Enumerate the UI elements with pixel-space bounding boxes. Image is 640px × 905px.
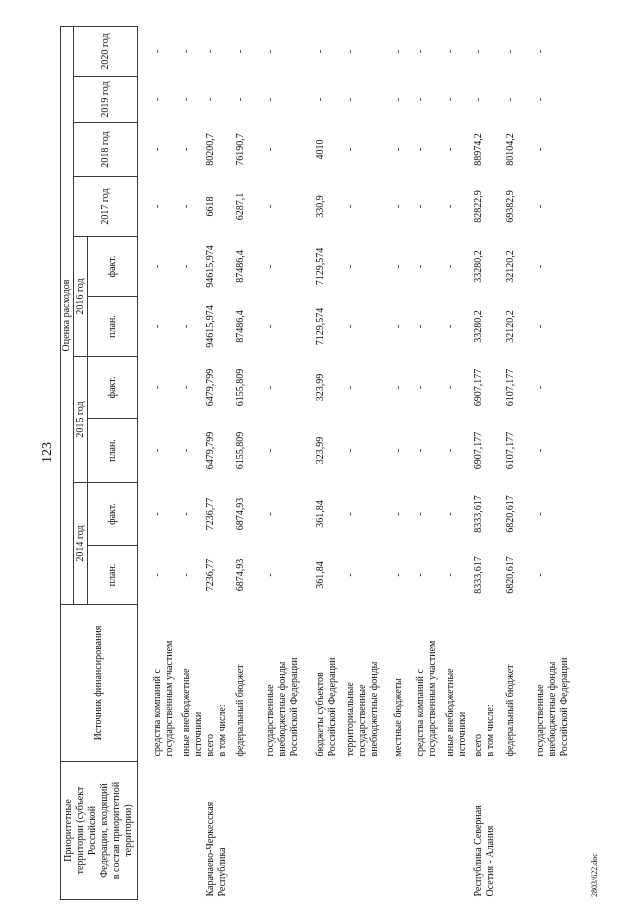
- value-2019: -: [234, 97, 246, 102]
- table-row: [315, 26, 345, 899]
- value-2018: 80104,2: [504, 133, 516, 166]
- value-2014-plan: -: [414, 573, 426, 577]
- value-2014-plan: 361,84: [314, 561, 326, 589]
- value-2014-plan: -: [392, 573, 404, 577]
- source-cell: средства компаний с государственным участием: [152, 640, 175, 757]
- source-cell: всего в том числе:: [204, 704, 228, 757]
- value-2017: -: [180, 204, 192, 209]
- value-2016-plan: -: [152, 324, 163, 329]
- value-2014-plan: -: [264, 573, 276, 577]
- value-2018: -: [180, 147, 192, 152]
- territory-cell: [505, 762, 535, 900]
- value-2016-plan: 33280,2: [472, 310, 484, 343]
- value-2014-plan: 6820,617: [504, 556, 516, 594]
- territory-cell: [445, 762, 473, 900]
- value-2016-plan: 87486,4: [234, 310, 246, 343]
- value-2018: -: [444, 147, 456, 152]
- value-2019: -: [152, 97, 163, 102]
- value-2015-plan: -: [264, 448, 276, 453]
- value-2016-fact: -: [392, 264, 404, 269]
- value-2017: 69382,9: [504, 190, 516, 223]
- header-year-2020: 2020 год: [74, 26, 138, 76]
- value-2017: 6618: [204, 196, 216, 217]
- value-2015-plan: 323,99: [314, 436, 326, 465]
- value-2014-plan: -: [152, 573, 163, 577]
- value-2019: -: [264, 97, 276, 102]
- value-2016-plan: 94615,974: [204, 305, 216, 348]
- value-2020: -: [234, 49, 246, 54]
- value-2017: -: [444, 204, 456, 209]
- value-2020: -: [534, 49, 546, 54]
- value-2014-fact: -: [180, 512, 192, 516]
- value-2020: -: [314, 49, 326, 54]
- value-2015-plan: 6907,177: [472, 431, 484, 470]
- value-2018: -: [264, 147, 276, 152]
- header-year-2015: 2015 год: [74, 357, 88, 483]
- value-2014-fact: 7236,77: [204, 497, 216, 531]
- table-row: [205, 26, 235, 899]
- value-2019: -: [472, 97, 484, 102]
- value-2016-fact: -: [534, 264, 546, 269]
- value-2015-fact: -: [180, 385, 192, 390]
- source-cell: территориальные государственные внебюджетные фонды: [344, 661, 380, 757]
- value-2016-plan: -: [264, 324, 276, 329]
- header-expense-estimate: Оценка расходов: [61, 26, 74, 604]
- value-2015-fact: 6155,809: [234, 368, 246, 407]
- value-2020: -: [504, 49, 516, 54]
- table-row: [415, 26, 445, 899]
- value-2014-fact: -: [344, 512, 356, 516]
- table-row: [235, 26, 265, 899]
- header-fact-2015: факт.: [88, 357, 138, 419]
- value-2020: -: [472, 49, 484, 54]
- source-cell: иные внебюджетные источники: [180, 668, 204, 757]
- territory-cell: Республика Северная Осетия - Алания: [472, 805, 496, 897]
- territory-cell: [315, 762, 345, 900]
- value-2014-fact: 6820,617: [504, 495, 516, 533]
- value-2019: -: [344, 97, 356, 102]
- table-row: [445, 26, 473, 899]
- value-2016-fact: 87486,4: [234, 250, 246, 283]
- header-fact-2014: факт.: [88, 483, 138, 546]
- value-2019: -: [180, 97, 192, 102]
- value-2017: -: [344, 204, 356, 209]
- value-2015-plan: -: [392, 448, 404, 453]
- value-2019: -: [392, 97, 404, 102]
- source-cell: государственные внебюджетные фонды Российской Федерации: [264, 657, 300, 757]
- source-cell: государственные внебюджетные фонды Российской Федерации: [534, 657, 570, 757]
- header-year-2017: 2017 год: [74, 177, 138, 237]
- source-cell: местные бюджеты: [392, 678, 404, 757]
- page-number: 123: [40, 442, 55, 463]
- value-2015-fact: 323,99: [314, 373, 326, 402]
- value-2016-plan: 32120,2: [504, 310, 516, 343]
- value-2016-plan: -: [392, 324, 404, 329]
- value-2014-plan: 8333,617: [472, 556, 484, 594]
- value-2016-fact: -: [344, 264, 356, 269]
- table-header: [61, 26, 138, 899]
- value-2014-fact: 361,84: [314, 500, 326, 528]
- table-row: [473, 26, 505, 899]
- value-2015-plan: -: [444, 448, 456, 453]
- expense-table: [60, 26, 575, 900]
- source-cell: федеральный бюджет: [504, 664, 516, 757]
- value-2019: -: [444, 97, 456, 102]
- value-2014-fact: -: [534, 512, 546, 516]
- value-2015-fact: 6107,177: [504, 368, 516, 407]
- value-2018: -: [414, 147, 426, 152]
- value-2014-fact: -: [392, 512, 404, 516]
- header-year-2014: 2014 год: [74, 483, 88, 605]
- value-2019: -: [204, 97, 216, 102]
- value-2016-fact: 94615,974: [204, 245, 216, 288]
- value-2017: -: [392, 204, 404, 209]
- value-2020: -: [344, 49, 356, 54]
- header-fact-2016: факт.: [88, 237, 138, 297]
- territory-cell: [345, 762, 393, 900]
- header-plan-2015: план.: [88, 419, 138, 483]
- value-2016-fact: -: [414, 264, 426, 269]
- header-source: Источник финансирования: [61, 605, 138, 762]
- value-2018: 88974,2: [472, 133, 484, 166]
- value-2017: 330,9: [314, 195, 326, 218]
- value-2015-fact: -: [392, 385, 404, 390]
- value-2019: -: [504, 97, 516, 102]
- source-cell: федеральный бюджет: [234, 664, 246, 757]
- value-2015-plan: -: [414, 448, 426, 453]
- value-2015-fact: -: [444, 385, 456, 390]
- value-2020: -: [444, 49, 456, 54]
- value-2019: -: [414, 97, 426, 102]
- value-2015-fact: -: [534, 385, 546, 390]
- header-plan-2014: план.: [88, 546, 138, 605]
- value-2014-fact: 8333,617: [472, 495, 484, 533]
- value-2014-plan: 6874,93: [234, 558, 246, 592]
- header-year-2018: 2018 год: [74, 123, 138, 177]
- territory-cell: Карачаево-Черкесская Республика: [204, 801, 228, 897]
- value-2014-plan: -: [444, 573, 456, 577]
- value-2020: -: [392, 49, 404, 54]
- territory-cell: [265, 762, 315, 900]
- value-2015-fact: -: [264, 385, 276, 390]
- territory-cell: [138, 762, 181, 900]
- table-row: [181, 26, 205, 899]
- header-year-2019: 2019 год: [74, 77, 138, 123]
- value-2015-plan: 6155,809: [234, 431, 246, 470]
- value-2016-fact: 33280,2: [472, 250, 484, 283]
- value-2016-plan: 7129,574: [314, 307, 326, 346]
- value-2017: 82822,9: [472, 190, 484, 223]
- value-2014-fact: -: [264, 512, 276, 516]
- value-2019: -: [314, 97, 326, 102]
- value-2016-plan: -: [534, 324, 546, 329]
- value-2016-fact: -: [444, 264, 456, 269]
- value-2018: -: [534, 147, 546, 152]
- value-2018: -: [392, 147, 404, 152]
- table-row: [393, 26, 415, 899]
- value-2014-fact: -: [444, 512, 456, 516]
- value-2017: -: [152, 204, 163, 209]
- value-2020: -: [414, 49, 426, 54]
- table-row: [345, 26, 393, 899]
- value-2014-fact: 6874,93: [234, 497, 246, 531]
- source-cell: всего в том числе:: [472, 704, 496, 757]
- value-2018: 80200,7: [204, 133, 216, 166]
- source-cell: иные внебюджетные источники: [444, 668, 468, 757]
- value-2020: -: [204, 49, 216, 54]
- value-2015-fact: -: [344, 385, 356, 390]
- value-2018: -: [344, 147, 356, 152]
- value-2016-plan: -: [344, 324, 356, 329]
- table-row: [138, 26, 181, 899]
- value-2016-fact: -: [264, 264, 276, 269]
- value-2015-plan: -: [534, 448, 546, 453]
- value-2014-plan: -: [344, 573, 356, 577]
- value-2020: -: [152, 49, 163, 54]
- territory-cell: [415, 762, 445, 900]
- territory-cell: [181, 762, 205, 900]
- value-2017: -: [414, 204, 426, 209]
- value-2015-plan: 6479,799: [204, 431, 216, 470]
- footer-filename: 2803/622.doc: [590, 853, 599, 897]
- value-2018: 76190,7: [234, 133, 246, 166]
- value-2014-plan: -: [180, 573, 192, 577]
- value-2017: 6287,1: [234, 192, 246, 221]
- territory-cell: [535, 762, 575, 900]
- value-2016-plan: -: [180, 324, 192, 329]
- value-2014-fact: -: [414, 512, 426, 516]
- value-2016-plan: -: [414, 324, 426, 329]
- table-row: [265, 26, 315, 899]
- value-2016-fact: 32120,2: [504, 250, 516, 283]
- header-plan-2016: план.: [88, 297, 138, 357]
- value-2015-plan: -: [152, 448, 163, 453]
- value-2016-fact: -: [180, 264, 192, 269]
- value-2019: -: [534, 97, 546, 102]
- source-cell: бюджеты субъектов Российской Федерации: [314, 657, 338, 757]
- value-2016-plan: -: [444, 324, 456, 329]
- territory-cell: [235, 762, 265, 900]
- value-2015-fact: -: [152, 385, 163, 390]
- value-2015-plan: 6107,177: [504, 431, 516, 470]
- value-2015-plan: -: [344, 448, 356, 453]
- value-2020: -: [264, 49, 276, 54]
- value-2014-fact: -: [152, 512, 163, 516]
- value-2015-fact: 6479,799: [204, 368, 216, 407]
- value-2015-fact: -: [414, 385, 426, 390]
- value-2018: -: [152, 147, 163, 152]
- table-body: [138, 26, 575, 899]
- table-row: [505, 26, 535, 899]
- value-2018: 4010: [314, 139, 326, 160]
- header-year-2016: 2016 год: [74, 237, 88, 357]
- value-2017: -: [534, 204, 546, 209]
- value-2014-plan: 7236,77: [204, 558, 216, 592]
- value-2015-fact: 6907,177: [472, 368, 484, 407]
- value-2016-fact: 7129,574: [314, 247, 326, 286]
- value-2014-plan: -: [534, 573, 546, 577]
- value-2015-plan: -: [180, 448, 192, 453]
- value-2020: -: [180, 49, 192, 54]
- territory-cell: [393, 762, 415, 900]
- header-territory: Приоритетные территории (субъект Российской Федерации, входящий в состав приоритетной территории): [61, 762, 138, 900]
- value-2016-fact: -: [152, 264, 163, 269]
- source-cell: средства компаний с государственным участием: [414, 640, 438, 757]
- table-row: [535, 26, 575, 899]
- value-2017: -: [264, 204, 276, 209]
